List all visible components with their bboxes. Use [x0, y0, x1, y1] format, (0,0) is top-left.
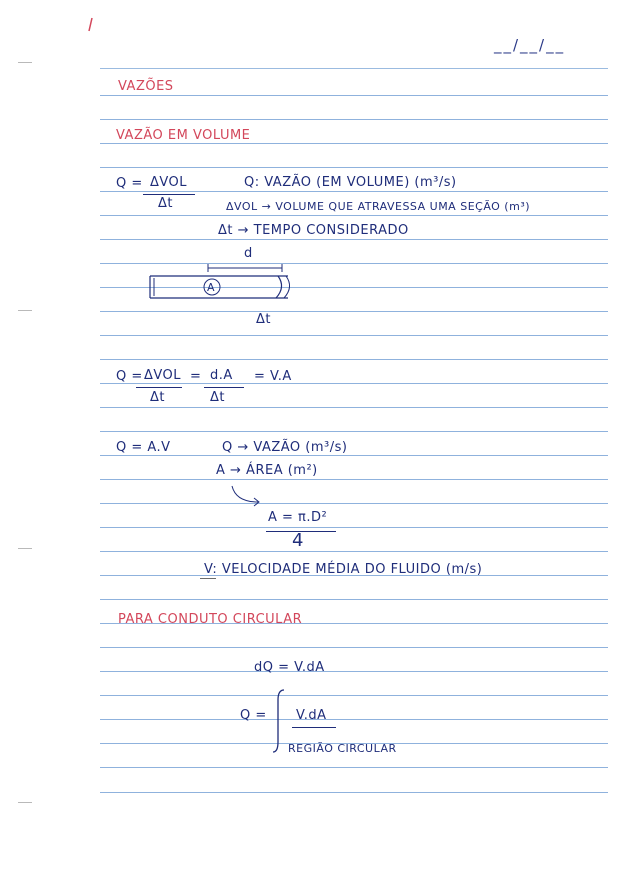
fraction-bar [136, 387, 182, 388]
ruled-line [100, 95, 608, 96]
definition-q: Q → VAZÃO (m³/s) [222, 440, 348, 455]
arrow-icon [228, 484, 268, 508]
ruled-line [100, 239, 608, 240]
definition-q: Q: VAZÃO (EM VOLUME) (m³/s) [244, 175, 457, 190]
ruled-line [100, 431, 608, 432]
ruled-line [100, 503, 608, 504]
ruled-line [100, 527, 608, 528]
equation-lhs: Q = [116, 176, 143, 191]
fraction-bar [143, 194, 195, 195]
diagram-label-a: A [207, 281, 216, 294]
date-blank: __/__/__ [494, 36, 566, 54]
fraction-numerator: ΔVOL [144, 368, 182, 383]
diagram-label-t: Δt [256, 312, 271, 327]
pipe-diagram [140, 262, 300, 310]
fraction-numerator: ΔVOL [150, 175, 188, 190]
equation-flow: Q = A.V [116, 440, 171, 455]
margin-mark [18, 310, 32, 311]
ruled-line [100, 599, 608, 600]
area-formula-denominator: 4 [292, 530, 304, 551]
equation-lhs: Q = [116, 369, 143, 384]
fraction-numerator: d.A [210, 368, 233, 383]
fraction-denominator: Δt [158, 196, 173, 211]
ruled-line [100, 792, 608, 793]
diagram-label-d: d [244, 246, 253, 261]
integral-region: REGIÃO CIRCULAR [288, 742, 397, 755]
equals-sign: = [190, 369, 202, 384]
ruled-line [100, 119, 608, 120]
ruled-line [100, 335, 608, 336]
ruled-line [100, 695, 608, 696]
equation-result: = V.A [254, 369, 292, 384]
page-title: VAZÕES [118, 79, 174, 94]
margin-mark [18, 802, 32, 803]
underline-mark [200, 578, 216, 579]
ruled-line [100, 479, 608, 480]
definition-time: Δt → TEMPO CONSIDERADO [218, 223, 409, 238]
ruled-line [100, 647, 608, 648]
section-heading: VAZÃO EM VOLUME [116, 128, 251, 143]
ruled-line [100, 191, 608, 192]
integral-sign [270, 686, 290, 756]
ruled-line [100, 719, 608, 720]
ruled-line [100, 143, 608, 144]
margin-mark [18, 62, 32, 63]
integrand: V.dA [296, 708, 327, 723]
section-heading: PARA CONDUTO CIRCULAR [118, 612, 303, 627]
fraction-bar [204, 387, 244, 388]
ruled-line [100, 215, 608, 216]
corner-mark [86, 16, 96, 34]
ruled-line [100, 383, 608, 384]
margin-mark [18, 548, 32, 549]
ruled-line [100, 551, 608, 552]
ruled-line [100, 359, 608, 360]
ruled-line [100, 671, 608, 672]
integral-lhs: Q = [240, 708, 267, 723]
area-formula-numerator: A = π.D² [268, 510, 328, 525]
fraction-denominator: Δt [150, 390, 165, 405]
ruled-line [100, 455, 608, 456]
ruled-line [100, 407, 608, 408]
underline-mark [292, 727, 336, 728]
differential-equation: dQ = V.dA [254, 660, 325, 675]
ruled-line [100, 68, 608, 69]
definition-velocity: V: VELOCIDADE MÉDIA DO FLUIDO (m/s) [204, 562, 483, 577]
ruled-line [100, 311, 608, 312]
fraction-denominator: Δt [210, 390, 225, 405]
ruled-line [100, 767, 608, 768]
definition-volume: ΔVOL → VOLUME QUE ATRAVESSA UMA SEÇÃO (m³) [226, 200, 531, 213]
definition-area: A → ÁREA (m²) [216, 463, 318, 478]
ruled-line [100, 167, 608, 168]
